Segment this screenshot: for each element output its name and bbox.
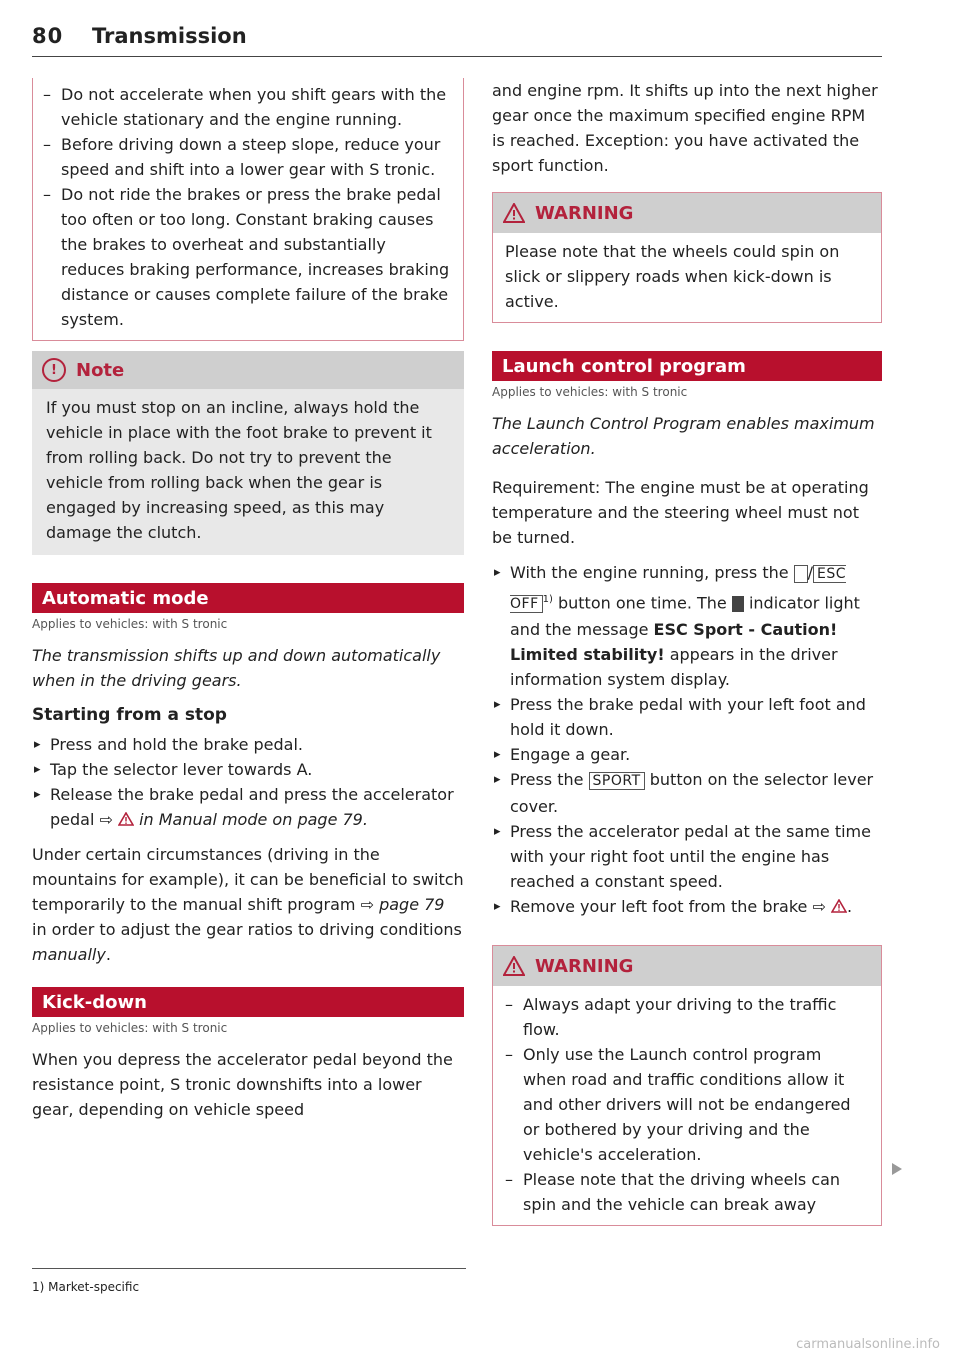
kickdown-text: When you depress the accelerator pedal beyond the resistance point, S tronic downshifts into a lower gear, depending on vehicle speed xyxy=(32,1050,453,1119)
launch-control-heading: Launch control program xyxy=(492,351,882,381)
info-icon: ! xyxy=(42,358,66,382)
para-end: . xyxy=(105,945,111,964)
warning-item: – Do not ride the brakes or press the brake pedal too often or too long. Constant braking causes the brakes to overheat and substantially reduces braking performance, increases braking distance or causes complete failure of the brake system. xyxy=(43,182,451,332)
launch-steps xyxy=(492,560,882,919)
warning-box-kickdown xyxy=(492,192,882,323)
launch-control-section xyxy=(492,351,882,919)
step-text: button on the selector lever cover. xyxy=(510,770,874,817)
step-text: Press the xyxy=(510,770,589,790)
right-column xyxy=(492,78,882,1226)
step-text: appears in the driver information system display. xyxy=(510,645,838,690)
esc-button-icon xyxy=(794,565,808,583)
footnote-ref: 1) xyxy=(542,594,553,605)
step-item: ▸ Press and hold the brake pedal. xyxy=(32,732,464,757)
step-item: ▸ Tap the selector lever towards A. xyxy=(32,757,464,782)
page-number: 80 xyxy=(32,24,64,48)
warning-header xyxy=(493,946,881,986)
para-text: in order to adjust the gear ratios to driving conditions xyxy=(32,920,462,939)
warning-header xyxy=(493,193,881,233)
step-text: Remove your left foot from the brake ⇨ xyxy=(510,897,831,917)
warning-item: – Always adapt your driving to the traffic flow. xyxy=(505,992,869,1042)
step-item xyxy=(492,560,882,692)
warning-triangle-icon xyxy=(503,956,525,976)
cross-reference: in Manual mode on page 79. xyxy=(133,810,368,829)
manual-program-paragraph xyxy=(32,842,464,967)
applies-to: Applies to vehicles: with S tronic xyxy=(32,617,228,631)
kickdown-section xyxy=(32,987,464,1122)
esc-indicator-icon xyxy=(732,596,744,612)
page-header xyxy=(32,22,882,57)
warning-triangle-icon xyxy=(831,899,847,913)
warning-box-launch xyxy=(492,945,882,1226)
applies-to: Applies to vehicles: with S tronic xyxy=(492,385,688,399)
step-item xyxy=(492,767,882,819)
automatic-mode-heading: Automatic mode xyxy=(32,583,464,613)
warning-body xyxy=(493,986,881,1225)
step-text: Release the brake pedal and press the accelerator pedal ⇨ xyxy=(50,785,454,829)
esc-off-key: ESC OFF xyxy=(510,566,847,613)
footnote: 1) Market-specific xyxy=(32,1280,140,1294)
step-item xyxy=(32,782,464,832)
step-text: indicator light and the message xyxy=(510,593,860,640)
page-link[interactable]: ⇨ page 79 xyxy=(360,895,445,914)
applies-to: Applies to vehicles: with S tronic xyxy=(32,1021,228,1035)
warning-title: WARNING xyxy=(535,202,634,224)
step-item: ▸ Press the accelerator pedal at the same time with your right foot until the engine has reached a constant speed. xyxy=(492,819,882,894)
warning-list xyxy=(505,992,869,1217)
step-item: ▸ Press the brake pedal with your left foot and hold it down. xyxy=(492,692,882,742)
kickdown-continued: and engine rpm. It shifts up into the next higher gear once the maximum specified engine RPM is reached. Exception: you have activated the sport function. xyxy=(492,81,878,175)
esc-message: ESC Sport - Caution! Limited stability! xyxy=(510,620,838,665)
step-text: With the engine running, press the xyxy=(510,563,794,582)
warning-list xyxy=(43,82,451,332)
section-title: Transmission xyxy=(92,24,247,48)
warning-item: – Before driving down a steep slope, reduce your speed and shift into a lower gear with S tronic. xyxy=(43,132,451,182)
para-emphasis: manually xyxy=(32,945,106,964)
warning-item: – Only use the Launch control program when road and traffic conditions allow it and other drivers will not be endangered or bothered by your driving and the vehicle's acceleration. xyxy=(505,1042,869,1167)
launch-requirement: Requirement: The engine must be at operating temperature and the steering wheel must not be turned. xyxy=(492,478,869,547)
launch-intro: The Launch Control Program enables maximum acceleration. xyxy=(492,414,875,458)
warning-triangle-icon xyxy=(118,812,134,826)
watermark: carmanualsonline.info xyxy=(796,1337,940,1352)
sport-key: SPORT xyxy=(589,772,645,790)
kickdown-heading: Kick-down xyxy=(32,987,464,1017)
step-item: ▸ Remove your left foot from the brake ⇨ . xyxy=(492,894,882,919)
warning-item: – Do not accelerate when you shift gears with the vehicle stationary and the engine running. xyxy=(43,82,451,132)
step-text: button one time. The xyxy=(552,593,732,613)
note-box xyxy=(32,351,464,555)
warning-continuation-box xyxy=(32,78,464,341)
automatic-steps xyxy=(32,732,464,832)
para-text: Under certain circumstances (driving in the mountains for example), it can be beneficial to switch temporarily to the manual shift program xyxy=(32,845,464,914)
warning-item: – Please note that the driving wheels can spin and the vehicle can break away xyxy=(505,1167,869,1217)
note-title: Note xyxy=(76,359,125,381)
starting-from-stop-heading: Starting from a stop xyxy=(32,705,227,725)
step-item: ▸ Engage a gear. xyxy=(492,742,882,767)
left-column xyxy=(32,78,464,1122)
warning-text: Please note that the wheels could spin on slick or slippery roads when kick-down is active. xyxy=(505,242,840,311)
footnote-divider xyxy=(32,1268,466,1269)
automatic-mode-section xyxy=(32,583,464,967)
continue-arrow-icon xyxy=(892,1163,902,1175)
warning-triangle-icon xyxy=(503,203,525,223)
note-header xyxy=(32,351,464,389)
warning-title: WARNING xyxy=(535,955,634,977)
separator: / xyxy=(807,563,814,582)
note-text: If you must stop on an incline, always hold the vehicle in place with the foot brake to prevent it from rolling back. Do not try to prevent the vehicle from rolling back when the gear is engaged by increasing speed, as this may damage the clutch. xyxy=(46,398,432,542)
automatic-intro: The transmission shifts up and down automatically when in the driving gears. xyxy=(32,646,441,690)
